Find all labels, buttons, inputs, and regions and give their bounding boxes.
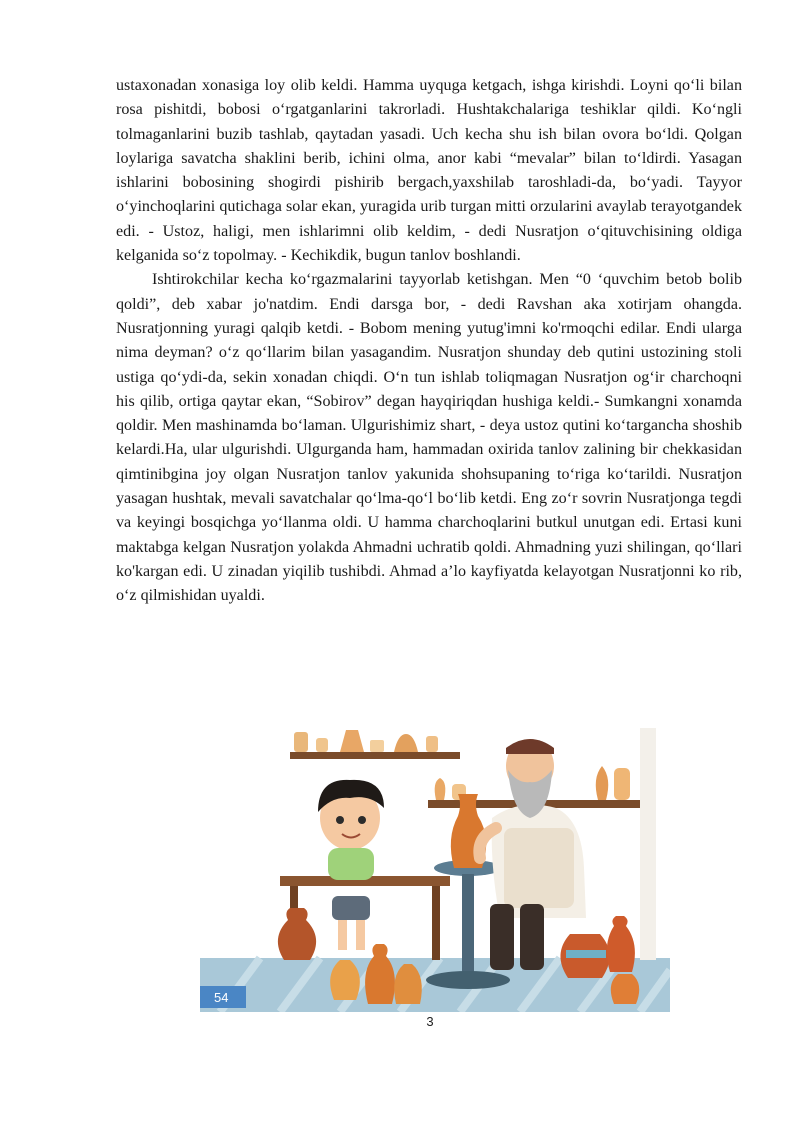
wheel-stand [462, 874, 474, 974]
shelf-pot [426, 736, 438, 752]
page-number: 3 [426, 1014, 434, 1029]
grandfather-leg [520, 904, 544, 970]
shelf-vase [614, 768, 630, 800]
child-eye [358, 816, 366, 824]
paragraph-1: ustaxonadan xonasiga loy olib keldi. Hamma uyquga ketgach, ishga kirishdi. Loyni qo‘li bilan rosa pishitdi, bobosi o‘rgatganlarini takrorladi. Hushtakchalariga teshiklar qildi. Ko‘ngli tolmaganlarini buzib tashlab, qaytadan yasadi. Uch kecha shu ish bilan ovora bo‘ldi. Qolgan loylariga savatcha shaklini berib, ichini olma, anor kabi “mevalar” bilan to‘ldirdi. Yasagan ishlarini bobosining shogirdi pishirib bergach,yaxshilab taroshladi-da, bo‘yadi. Tayyor o‘yinchoqlarini qutichaga solar ekan, yuragida urib turgan mitti orzularini avaylab terayotgandek edi. - Ustoz, haligi, men ishlarimni olib keldim, - dedi Nusratjon o‘qituvchisining oldiga kelganida so‘z topolmay. - Kechikdik, bugun tanlov boshlandi. [116, 77, 742, 265]
floor-pot [365, 944, 395, 1004]
story-text [116, 74, 742, 609]
shelf-vase [596, 766, 609, 800]
floor-pot [607, 916, 635, 972]
pottery-workshop-illustration [200, 708, 670, 1012]
shelf-pot [394, 734, 418, 752]
shelf-pot [316, 738, 328, 752]
child-leg [356, 920, 365, 950]
shelf-vase [435, 778, 446, 800]
child-shirt [328, 848, 374, 880]
grandfather-cap [506, 739, 554, 754]
child-shorts [332, 896, 370, 920]
paragraph-2: Ishtirokchilar kecha ko‘rgazmalarini tayyorlab ketishgan. Men “0 ‘quvchim betob bolib qoldi”, deb xabar jo'natdim. Endi darsga bor, - dedi Ravshan aka xotirjam ohangda. Nusratjonning yuragi qalqib ketdi. - Bobom mening yutug'imni ko'rmoqchi edilar. Endi ularga nima deyman? o‘z qo‘llarim bilan yasagandim. Nusratjon shunday deb qutini ustozining stoli ustiga qo‘ydi-da, sekin xonadan chiqdi. O‘n tun ishlab toliqmagan Nusratjon og‘ir charchoqni his qilib, ortiga qaytar ekan, “Sobirov” degan hayqiriqdan hushiga keldi.- Sumkangni xonamda qoldir. Men mashinamda bo‘laman. Ulgurishimiz shart, - deya ustoz qutini ko‘targancha shoshib kelardi.Ha, ular ulgurishdi. Ulgurganda ham, hammadan oxirida tanlov zalining bir chekkasidan qimtinibgina joy olgan Nusratjon tanlov yakunida shohsupaning to‘riga ko‘tarildi. Nusratjon yasagan hushtak, mevali savatchalar qo‘lma-qo‘l bo‘lib ketdi. Eng zo‘r sovrin Nusratjonga tegdi va keyingi bosqichga yo‘llanma oldi. U hamma charchoqlarini butkul unutgan edi. Ertasi kuni maktabga kelgan Nusratjon yolakda Ahmadni uchratib qoldi. Ahmadning yuzi shilingan, qo‘llari ko'kargan edi. U zinadan yiqilib tushibdi. Ahmad a’lo kayfiyatda kelayotgan Nusratjonni ko rib, o‘z qilmishidan uyaldi. [116, 271, 742, 605]
wheel-base [426, 971, 510, 989]
shelf-pot [340, 730, 364, 752]
floor-pot [278, 908, 316, 960]
grandfather-apron [504, 828, 574, 908]
shelf-pot [294, 732, 308, 752]
shelf-pot [370, 740, 384, 752]
floor-pot-band [566, 950, 606, 958]
wall-edge [640, 728, 656, 960]
inner-page-number: 54 [214, 990, 229, 1005]
upper-shelf [290, 752, 460, 759]
child-eye [336, 816, 344, 824]
grandfather-leg [490, 904, 514, 970]
floor-pot [611, 974, 639, 1004]
child-leg [338, 920, 347, 950]
child-table-leg [432, 886, 440, 960]
